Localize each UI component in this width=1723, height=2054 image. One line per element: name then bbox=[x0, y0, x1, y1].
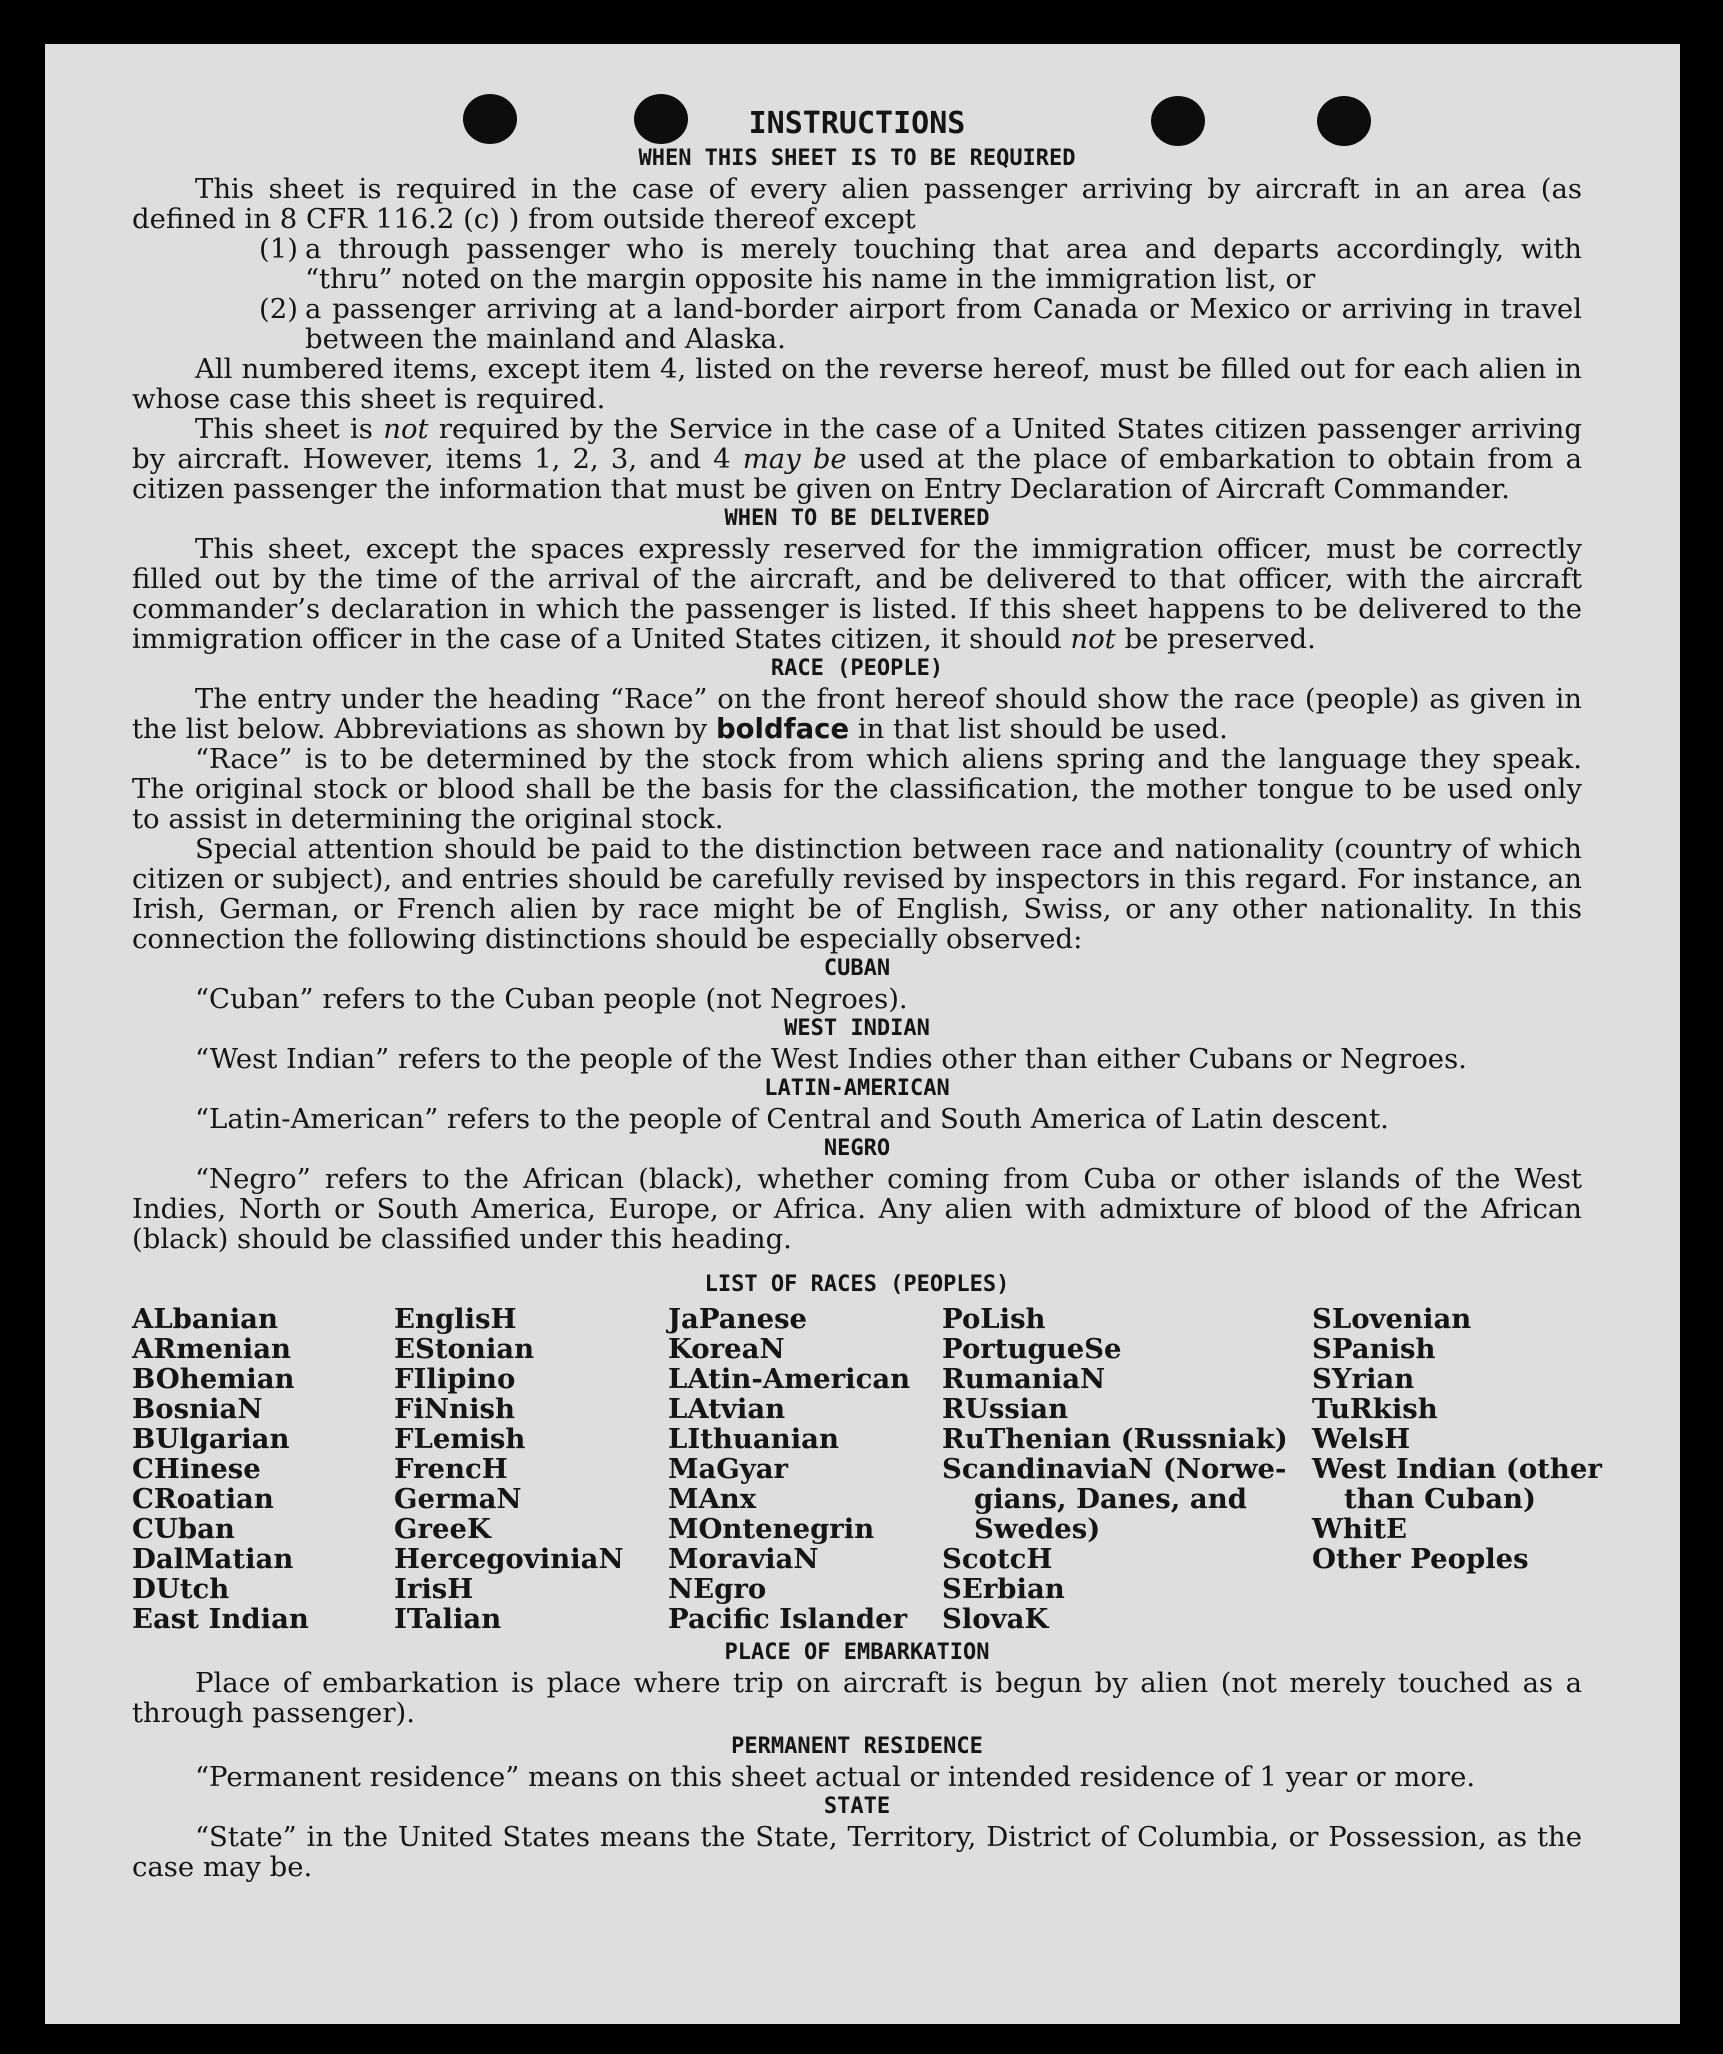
race-entry: SErbian bbox=[942, 1573, 1065, 1605]
race-entry: West Indian (other bbox=[1312, 1453, 1602, 1485]
item-number: (1) bbox=[259, 233, 298, 265]
race-entry: SlovaK bbox=[942, 1603, 1049, 1635]
race-entry: CUban bbox=[132, 1513, 235, 1545]
races-column bbox=[394, 1304, 668, 1634]
paragraph: Place of embarkation is place where trip on aircraft is begun by alien (not merely touched as a through passenger). bbox=[132, 1667, 1582, 1729]
race-entry: CHinese bbox=[132, 1453, 261, 1485]
races-column bbox=[942, 1304, 1312, 1634]
paragraph: “West Indian” refers to the people of the West Indies other than either Cubans or Negroes. bbox=[195, 1043, 1467, 1075]
text-run: required by the Service in the case of a United States citizen passenger arriving by aircraft. However, items 1, 2, 3, and 4 bbox=[132, 413, 1582, 475]
race-entry: ITalian bbox=[394, 1603, 502, 1635]
text-run: This sheet is bbox=[195, 413, 384, 445]
race-entry: WelsH bbox=[1312, 1423, 1411, 1455]
race-entry: ARmenian bbox=[132, 1333, 292, 1365]
race-entry: EnglisH bbox=[394, 1303, 517, 1335]
race-entry: ALbanian bbox=[132, 1303, 278, 1335]
section-heading-residence: PERMANENT RESIDENCE bbox=[731, 1734, 983, 1759]
text-run: The entry under the heading “Race” on the front hereof should show the race (people) as given in the list below. Abbreviations as shown by bbox=[132, 683, 1582, 745]
paragraph: “Cuban” refers to the Cuban people (not Negroes). bbox=[195, 983, 908, 1015]
races-column bbox=[668, 1304, 942, 1634]
races-column bbox=[1312, 1303, 1602, 1634]
text-run: be preserved. bbox=[1115, 623, 1316, 655]
race-entry: JaPanese bbox=[668, 1303, 808, 1335]
paragraph: Special attention should be paid to the distinction between race and nationality (country of which citizen or subject), and entries should be carefully revised by inspectors in this regard. For instance, an Irish, German, or French alien by race might be of English, Swiss, or any other nationality. In this connection the following distinctions should be especially observed: bbox=[132, 833, 1582, 955]
section-heading-embarkation: PLACE OF EMBARKATION bbox=[724, 1640, 990, 1665]
subheading-west-indian: WEST INDIAN bbox=[784, 1016, 930, 1041]
section-heading-state: STATE bbox=[823, 1794, 891, 1819]
race-entry: PoLish bbox=[942, 1303, 1046, 1335]
subheading-latin-american: LATIN-AMERICAN bbox=[764, 1076, 950, 1101]
paragraph: All numbered items, except item 4, listed on the reverse hereof, must be filled out for each alien in whose case this sheet is required. bbox=[132, 353, 1582, 415]
race-entry: Pacific Islander bbox=[668, 1603, 908, 1635]
race-entry: Swedes) bbox=[974, 1513, 1101, 1545]
race-entry: GreeK bbox=[394, 1513, 491, 1545]
paragraph: “Race” is to be determined by the stock from which aliens spring and the language they speak. The original stock or blood shall be the basis for the classification, the mother tongue to be used only to assist in determining the original stock. bbox=[132, 743, 1582, 835]
race-entry: SLovenian bbox=[1312, 1303, 1472, 1335]
race-entry: LAtvian bbox=[668, 1393, 786, 1425]
item-number: (2) bbox=[259, 293, 298, 325]
race-entry: SYrian bbox=[1312, 1363, 1415, 1395]
race-entry: MaGyar bbox=[668, 1453, 789, 1485]
race-entry: ScotcH bbox=[942, 1543, 1053, 1575]
paragraph: “Permanent residence” means on this sheet actual or intended residence of 1 year or more. bbox=[195, 1761, 1476, 1793]
paragraph: This sheet is required in the case of every alien passenger arriving by aircraft in an area (as defined in 8 CFR 116.2 (c) ) from outside thereof except bbox=[132, 173, 1582, 235]
race-entry: RuThenian (Russniak) bbox=[942, 1423, 1288, 1455]
item-text: a passenger arriving at a land-border airport from Canada or Mexico or arriving in travel between the mainland and Alaska. bbox=[305, 293, 1582, 355]
races-column bbox=[132, 1304, 394, 1634]
race-entry: gians, Danes, and bbox=[974, 1483, 1247, 1515]
race-entry: MoraviaN bbox=[668, 1543, 819, 1575]
paragraph: “State” in the United States means the State, Territory, District of Columbia, or Possession, as the case may be. bbox=[132, 1821, 1582, 1883]
paragraph: “Latin-American” refers to the people of Central and South America of Latin descent. bbox=[195, 1103, 1389, 1135]
race-entry: NEgro bbox=[668, 1573, 767, 1605]
race-entry: KoreaN bbox=[668, 1333, 785, 1365]
race-entry: IrisH bbox=[394, 1573, 474, 1605]
section-heading-required: WHEN THIS SHEET IS TO BE REQUIRED bbox=[638, 146, 1076, 171]
bold-term: boldface bbox=[715, 713, 850, 745]
numbered-item bbox=[132, 294, 1582, 354]
race-entry: WhitE bbox=[1312, 1513, 1407, 1545]
race-entry: ScandinaviaN (Norwe- bbox=[942, 1453, 1287, 1485]
paragraph bbox=[132, 684, 1582, 744]
race-entry: BOhemian bbox=[132, 1363, 295, 1395]
race-entry: CRoatian bbox=[132, 1483, 274, 1515]
race-entry: EStonian bbox=[394, 1333, 535, 1365]
race-entry: East Indian bbox=[132, 1603, 309, 1635]
race-entry: LIthuanian bbox=[668, 1423, 839, 1455]
race-entry: BUlgarian bbox=[132, 1423, 290, 1455]
race-entry: MAnx bbox=[668, 1483, 757, 1515]
race-entry: DUtch bbox=[132, 1573, 230, 1605]
page-title: INSTRUCTIONS bbox=[748, 106, 966, 141]
race-entry: MOntenegrin bbox=[668, 1513, 875, 1545]
emphasis: not bbox=[1070, 623, 1116, 655]
race-entry: FIlipino bbox=[394, 1363, 516, 1395]
race-entry: FiNnish bbox=[394, 1393, 516, 1425]
race-entry: RUssian bbox=[942, 1393, 1069, 1425]
paragraph: “Negro” refers to the African (black), whether coming from Cuba or other islands of the West Indies, North or South America, Europe, or Africa. Any alien with admixture of blood of the African (black) should be classified under this heading. bbox=[132, 1163, 1582, 1255]
emphasis: may be bbox=[742, 443, 847, 475]
race-entry: BosniaN bbox=[132, 1393, 263, 1425]
race-entry: TuRkish bbox=[1312, 1393, 1438, 1425]
races-list bbox=[132, 1303, 1602, 1635]
section-heading-race: RACE (PEOPLE) bbox=[770, 656, 944, 681]
subheading-cuban: CUBAN bbox=[823, 956, 891, 981]
race-entry: RumaniaN bbox=[942, 1363, 1106, 1395]
race-entry: DalMatian bbox=[132, 1543, 294, 1575]
text-run: in that list should be used. bbox=[849, 713, 1228, 745]
subheading-negro: NEGRO bbox=[823, 1136, 891, 1161]
emphasis: not bbox=[383, 413, 429, 445]
race-entry: FLemish bbox=[394, 1423, 526, 1455]
numbered-item bbox=[132, 234, 1582, 294]
race-entry: PortugueSe bbox=[942, 1333, 1122, 1365]
text-run: This sheet, except the spaces expressly reserved for the immigration officer, must be correctly filled out by the time of the arrival of the aircraft, and be delivered to that officer, with the aircraft commander’s declaration in which the passenger is listed. If this sheet happens to be delivered to the immigration officer in the case of a United States citizen, it should bbox=[132, 533, 1582, 655]
race-entry: FrencH bbox=[394, 1453, 508, 1485]
text-run: used at the place of embarkation to obtain from a citizen passenger the information that must be given on Entry Declaration of Aircraft Commander. bbox=[132, 443, 1583, 505]
races-heading: LIST OF RACES (PEOPLES) bbox=[704, 1272, 1010, 1297]
race-entry: than Cuban) bbox=[1344, 1483, 1537, 1515]
document-sheet bbox=[45, 44, 1680, 2024]
race-entry: HercegoviniaN bbox=[394, 1543, 624, 1575]
item-text: a through passenger who is merely touching that area and departs accordingly, with “thru” noted on the margin opposite his name in the immigration list, or bbox=[305, 233, 1582, 295]
paragraph bbox=[132, 414, 1582, 504]
race-entry: LAtin-American bbox=[668, 1363, 911, 1395]
race-entry: SPanish bbox=[1312, 1333, 1436, 1365]
instructions-content bbox=[132, 104, 1602, 1883]
paragraph bbox=[132, 534, 1582, 654]
race-entry: Other Peoples bbox=[1312, 1543, 1529, 1575]
section-heading-delivered: WHEN TO BE DELIVERED bbox=[724, 506, 990, 531]
race-entry: GermaN bbox=[394, 1483, 522, 1515]
